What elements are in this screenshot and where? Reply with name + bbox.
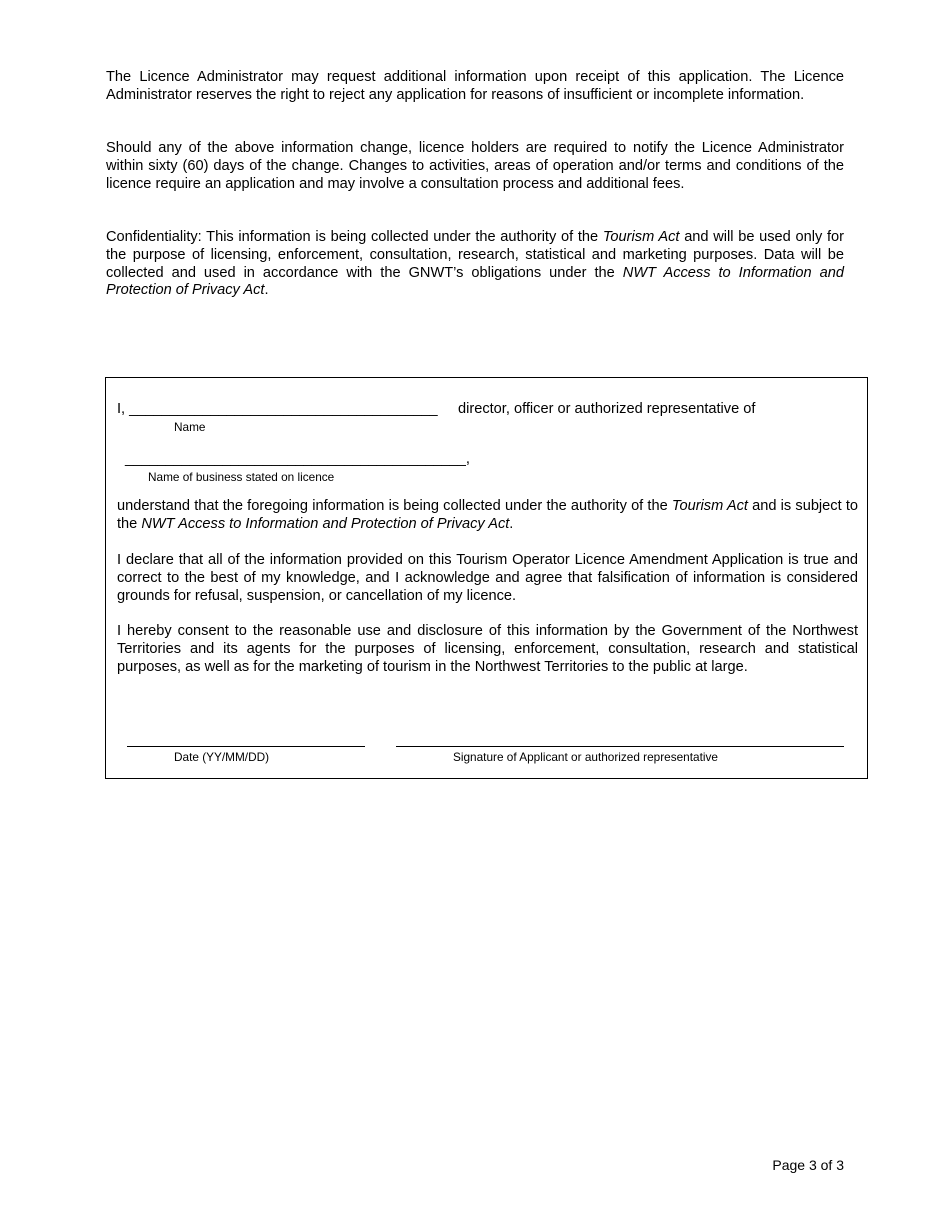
privacy-act-reference-2: NWT Access to Information and Protection of Privacy Act [141, 515, 510, 532]
understanding-text-cont: and is subject to the [117, 498, 858, 532]
declaration-box [105, 377, 868, 779]
confidentiality-text-cont: and will be used only for the purpose of licensing, enforcement, consultation, research, statistical and marketing purposes. Data will be collected and used in accordance with the GNWT’s obligations under the [106, 229, 845, 281]
business-name-line[interactable]: __________________________________________, [125, 451, 470, 467]
change-notification-paragraph: Should any of the above information change, licence holders are required to notify the Licence Administrator within sixty (60) days of the change. Changes to activities, areas of operation and/or terms and conditions of the licence require an application and may involve a consultation process and additional fees. [106, 140, 844, 192]
applicant-signature-line[interactable] [396, 746, 844, 747]
declaration-paragraph: I declare that all of the information provided on this Tourism Operator Licence Amendment Application is true and correct to the best of my knowledge, and I acknowledge and agree that falsification of information is considered grounds for refusal, suspension, or cancellation of my licence. [117, 552, 858, 604]
name-caption: Name [174, 420, 206, 434]
confidentiality-text: Confidentiality: This information is being collected under the authority of the [106, 229, 603, 245]
understanding-paragraph [117, 498, 858, 534]
confidentiality-paragraph [106, 229, 844, 300]
date-signature-line[interactable] [127, 746, 365, 747]
info-request-paragraph: The Licence Administrator may request additional information upon receipt of this application. The Licence Administrator reserves the right to reject any application for reasons of insufficient or incomplete information. [106, 69, 844, 103]
representative-role-text: director, officer or authorized representative of [458, 401, 756, 417]
applicant-name-line[interactable]: I, ______________________________________ [117, 401, 438, 417]
confidentiality-period: . [264, 282, 269, 299]
date-caption: Date (YY/MM/DD) [174, 750, 270, 764]
understanding-text: understand that the foregoing information is being collected under the authority of the [117, 498, 672, 514]
page-number: Page 3 of 3 [772, 1157, 844, 1173]
privacy-act-reference: NWT Access to Information and Protection of Privacy Act [106, 264, 844, 299]
tourism-act-reference: Tourism Act [602, 229, 680, 245]
consent-paragraph: I hereby consent to the reasonable use and disclosure of this information by the Government of the Northwest Territories and its agents for the purposes of licensing, enforcement, consultation, research and statistical purposes, as well as for the marketing of tourism in the Northwest Territories to the public at large. [117, 623, 858, 675]
signature-caption: Signature of Applicant or authorized representative [453, 750, 718, 764]
tourism-act-reference-2: Tourism Act [671, 498, 748, 514]
business-name-caption: Name of business stated on licence [148, 470, 335, 484]
understanding-period: . [509, 515, 514, 532]
